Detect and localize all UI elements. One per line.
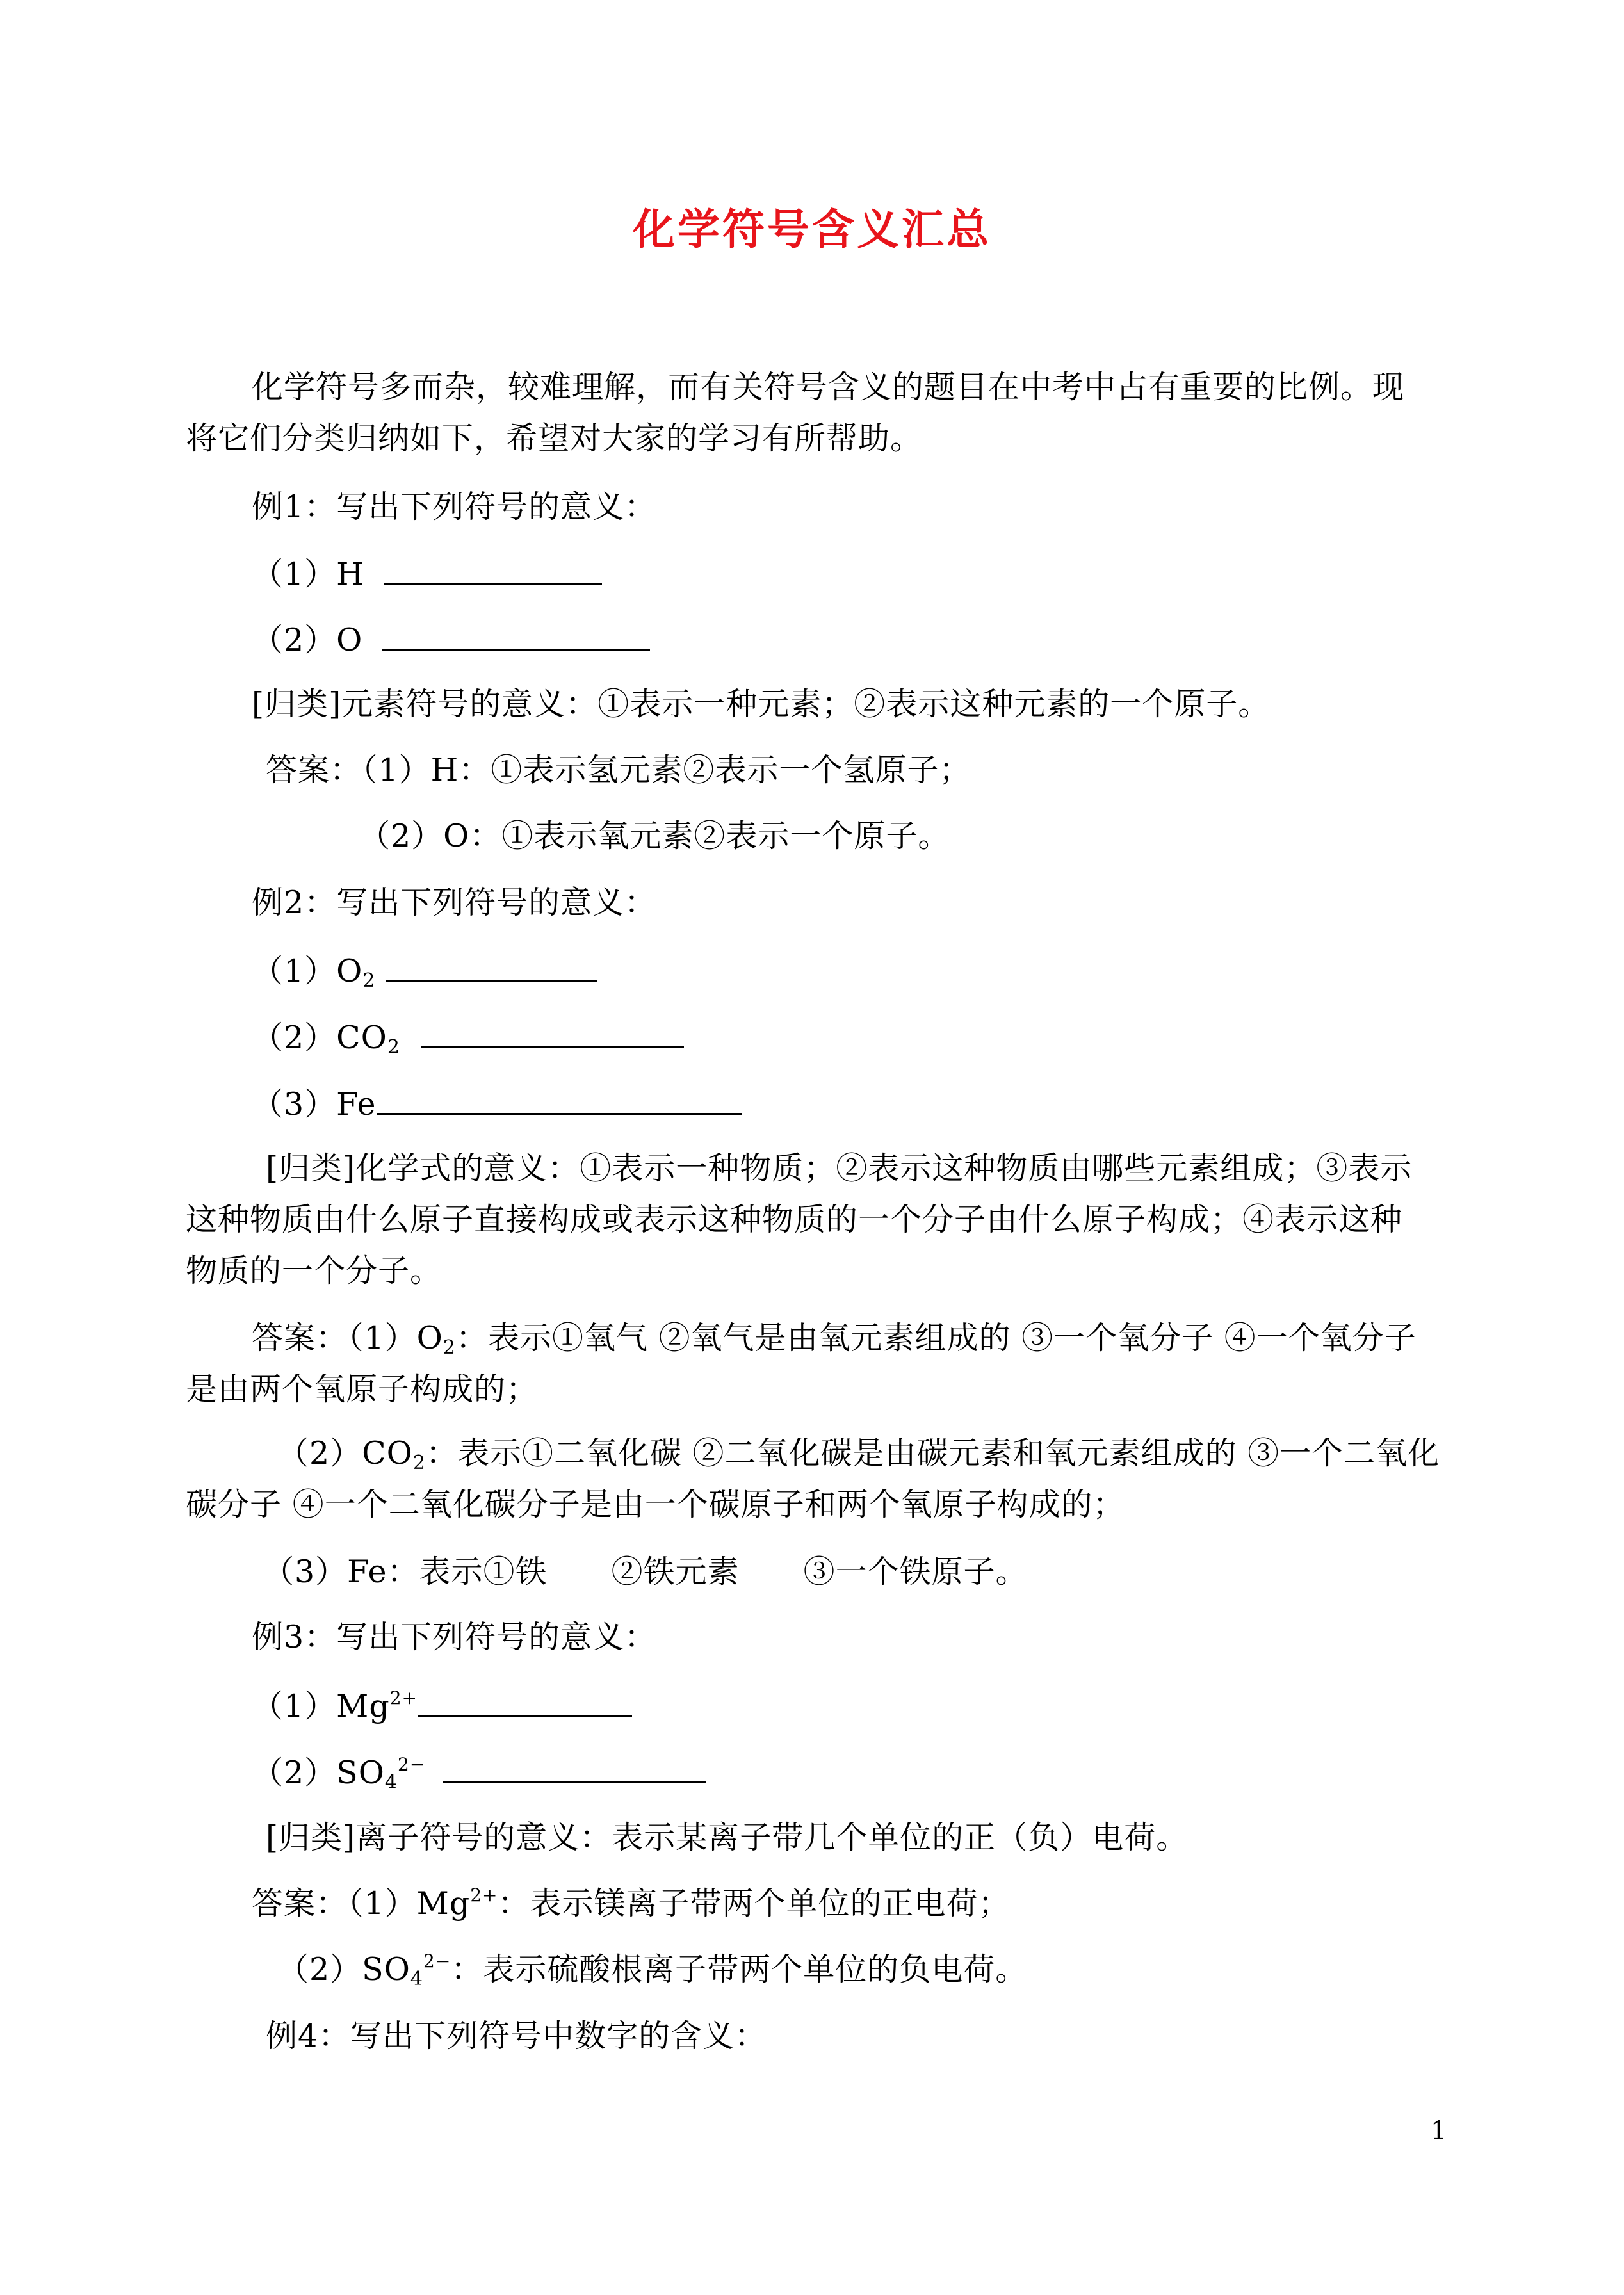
example3-summary: [归类]离子符号的意义：表示某离子带几个单位的正（负）电荷。 — [266, 1819, 1189, 1856]
example4-heading: 例4：写出下列符号中数字的含义： — [266, 2018, 767, 2054]
example1-answer-2: （2）O：①表示氧元素②表示一个原子。 — [359, 818, 950, 854]
example3-answer-2 — [277, 1950, 1027, 1989]
example2-question-1 — [252, 950, 597, 991]
subscript: 4 — [384, 1771, 398, 1794]
example2-heading: 例2：写出下列符号的意义： — [252, 884, 657, 921]
question-text: （1）H — [252, 556, 364, 592]
answer-blank — [384, 553, 602, 585]
answer-blank — [418, 1685, 632, 1717]
example2-answer-3: （3）Fe：表示①铁 ②铁元素 ③一个铁原子。 — [263, 1553, 1028, 1590]
page-number: 1 — [1431, 2116, 1447, 2146]
answer-text: ：表示硫酸根离子带两个单位的负电荷。 — [451, 1951, 1028, 1988]
answer-blank — [382, 619, 650, 651]
example3-question-2 — [252, 1752, 706, 1792]
formula-text: （2）CO — [252, 1019, 387, 1056]
superscript: 2− — [423, 1950, 451, 1972]
answer-text: 答案：（1）Mg — [252, 1885, 471, 1922]
subscript: 2 — [443, 1336, 456, 1359]
question-text: （2）O — [252, 622, 363, 658]
example2-summary-line-2: 这种物质由什么原子直接构成或表示这种物质的一个分子由什么原子构成；④表示这种 — [186, 1201, 1403, 1238]
answer-text: ：表示①二氧化碳 ②二氧化碳是由碳元素和氧元素组成的 ③一个二氧化 — [425, 1435, 1440, 1472]
example2-answer-2-line-2: 碳分子 ④一个二氧化碳分子是由一个碳原子和两个氧原子构成的； — [186, 1486, 1125, 1523]
subscript: 2 — [362, 969, 376, 992]
example1-question-2 — [252, 619, 650, 660]
answer-text: （2）SO — [277, 1951, 410, 1988]
example3-question-1 — [252, 1685, 632, 1726]
answer-blank — [421, 1017, 684, 1048]
formula-text: （3）Fe — [252, 1086, 377, 1123]
example3-heading: 例3：写出下列符号的意义： — [252, 1619, 657, 1655]
subscript: 4 — [410, 1968, 424, 1990]
superscript: 2+ — [389, 1687, 418, 1708]
example1-summary: [归类]元素符号的意义：①表示一种元素；②表示这种元素的一个原子。 — [252, 686, 1271, 722]
example2-question-2 — [252, 1017, 684, 1057]
formula-text: （1）Mg — [252, 1688, 390, 1724]
subscript: 2 — [412, 1452, 426, 1474]
formula-text: （1）O — [252, 953, 363, 989]
example2-answer-2 — [277, 1434, 1440, 1473]
example1-question-1 — [252, 553, 602, 594]
intro-line-1: 化学符号多而杂，较难理解，而有关符号含义的题目在中考中占有重要的比例。现 — [252, 369, 1405, 405]
subscript: 2 — [387, 1036, 400, 1058]
answer-blank — [386, 950, 597, 982]
example2-answer-1-line-2: 是由两个氧原子构成的； — [186, 1371, 539, 1407]
superscript: 2+ — [470, 1885, 498, 1906]
intro-line-2: 将它们分类归纳如下，希望对大家的学习有所帮助。 — [186, 420, 923, 457]
answer-text: ：表示①氧气 ②氧气是由氧元素组成的 ③一个氧分子 ④一个氧分子 — [455, 1320, 1417, 1356]
answer-text: （2）CO — [277, 1435, 413, 1472]
example2-question-3 — [252, 1083, 742, 1124]
example1-heading: 例1：写出下列符号的意义： — [252, 489, 657, 525]
answer-blank — [443, 1752, 706, 1783]
page-title: 化学符号含义汇总 — [633, 204, 991, 254]
example1-answer-1: 答案：（1）H：①表示氢元素②表示一个氢原子； — [266, 752, 971, 788]
superscript: 2− — [398, 1754, 426, 1775]
answer-text: ：表示镁离子带两个单位的正电荷； — [498, 1885, 1011, 1922]
answer-blank — [377, 1083, 742, 1115]
formula-text: （2）SO — [252, 1755, 385, 1791]
example2-summary-line-1: [归类]化学式的意义：①表示一种物质；②表示这种物质由哪些元素组成；③表示 — [266, 1150, 1413, 1187]
answer-text: 答案：（1）O — [252, 1320, 443, 1356]
example3-answer-1 — [252, 1885, 1011, 1923]
example2-answer-1 — [252, 1319, 1417, 1358]
example2-summary-line-3: 物质的一个分子。 — [186, 1253, 443, 1289]
